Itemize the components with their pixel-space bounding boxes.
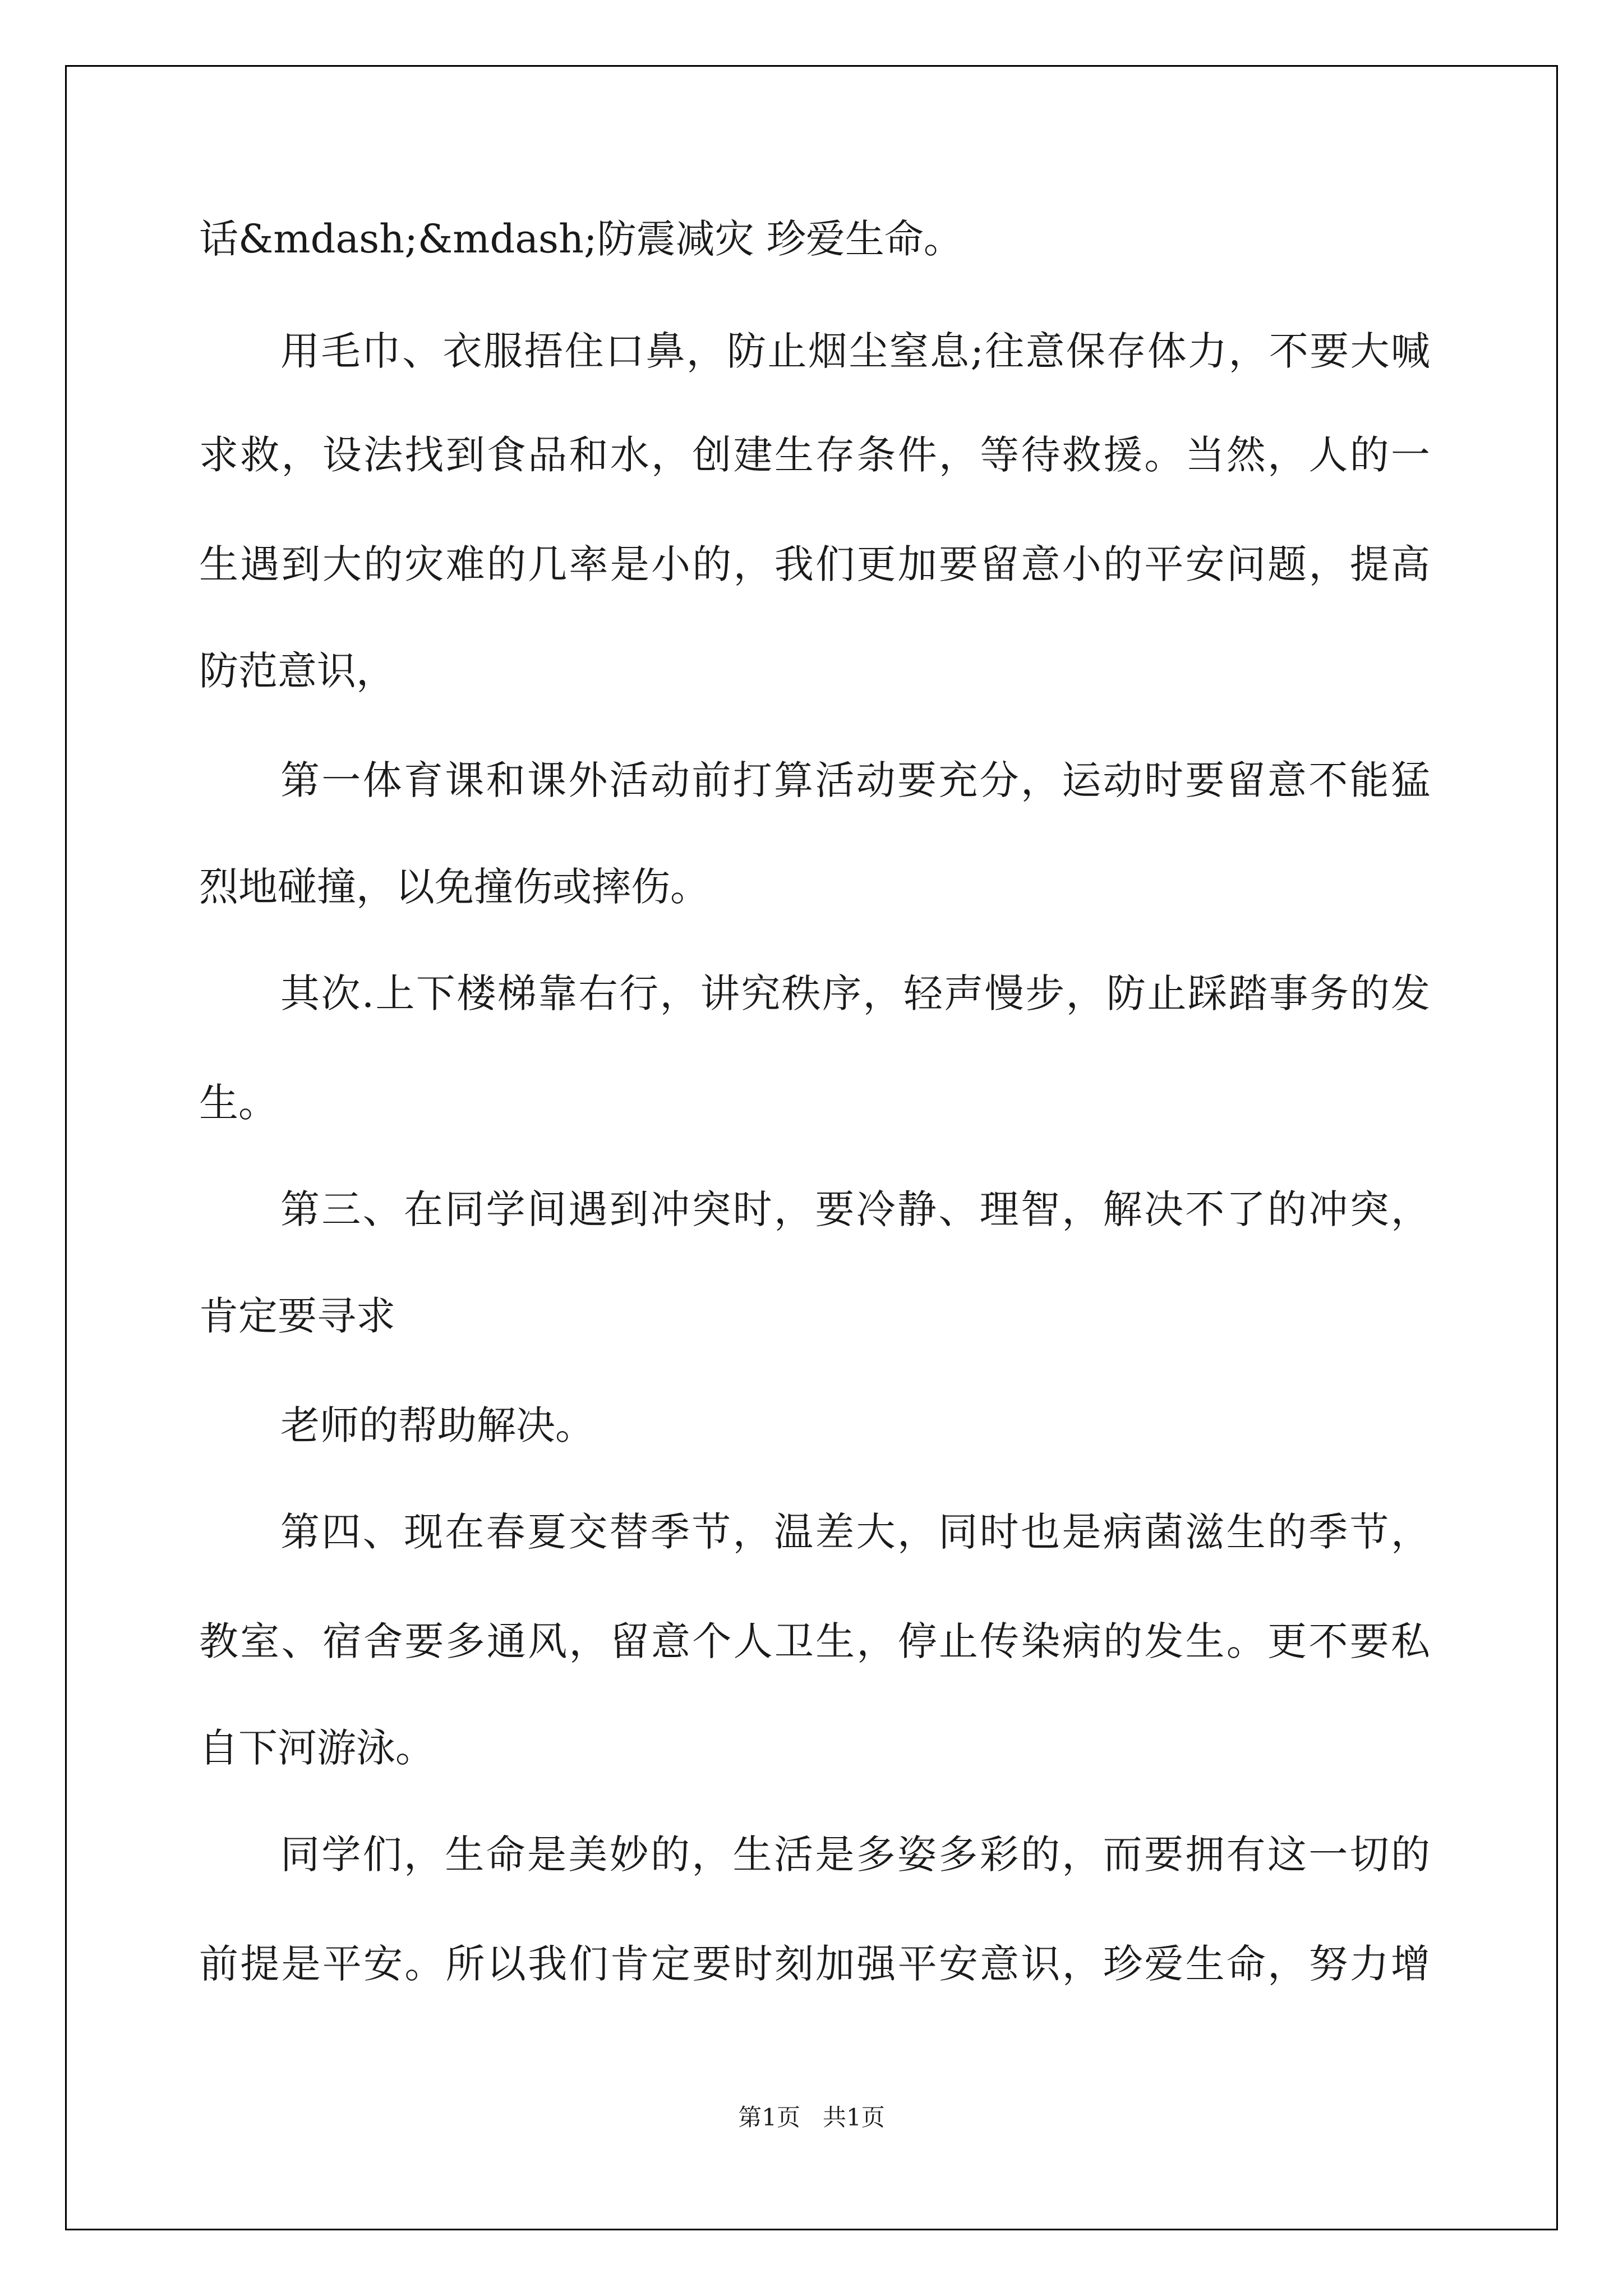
text-line: 生。 (199, 1080, 278, 1126)
text-line: 第三、在同学间遇到冲突时，要冷静、理智，解决不了的冲突， (280, 1186, 1430, 1232)
text-line: 同学们，生命是美妙的，生活是多姿多彩的，而要拥有这一切的 (280, 1832, 1430, 1878)
text-line: 第一体育课和课外活动前打算活动要充分，运动时要留意不能猛 (280, 757, 1430, 803)
text-line: 自下河游泳。 (199, 1725, 435, 1771)
text-line: 烈地碰撞，以免撞伤或摔伤。 (199, 864, 709, 910)
text-line: 第四、现在春夏交替季节，温差大，同时也是病菌滋生的季节， (280, 1509, 1430, 1555)
text-line: 求救，设法找到食品和水，创建生存条件，等待救援。当然，人的一 (199, 432, 1430, 478)
text-line: 防范意识， (199, 648, 395, 694)
text-line: 前提是平安。所以我们肯定要时刻加强平安意识，珍爱生命，努力增 (199, 1941, 1430, 1987)
text-line: 用毛巾、衣服捂住口鼻，防止烟尘窒息;往意保存体力，不要大喊 (280, 328, 1430, 374)
text-line: 话&mdash;&mdash;防震减灾 珍爱生命。 (199, 216, 963, 262)
text-line: 其次.上下楼梯靠右行，讲究秩序，轻声慢步，防止踩踏事务的发 (280, 970, 1430, 1016)
text-line: 教室、宿舍要多通风，留意个人卫生，停止传染病的发生。更不要私 (199, 1618, 1430, 1664)
page-border (65, 65, 1558, 2230)
text-line: 生遇到大的灾难的几率是小的，我们更加要留意小的平安问题，提高 (199, 541, 1430, 587)
text-line: 老师的帮助解决。 (280, 1402, 594, 1448)
page-number-footer: 第1页 共1页 (738, 2104, 885, 2131)
text-line: 肯定要寻求 (199, 1293, 395, 1339)
